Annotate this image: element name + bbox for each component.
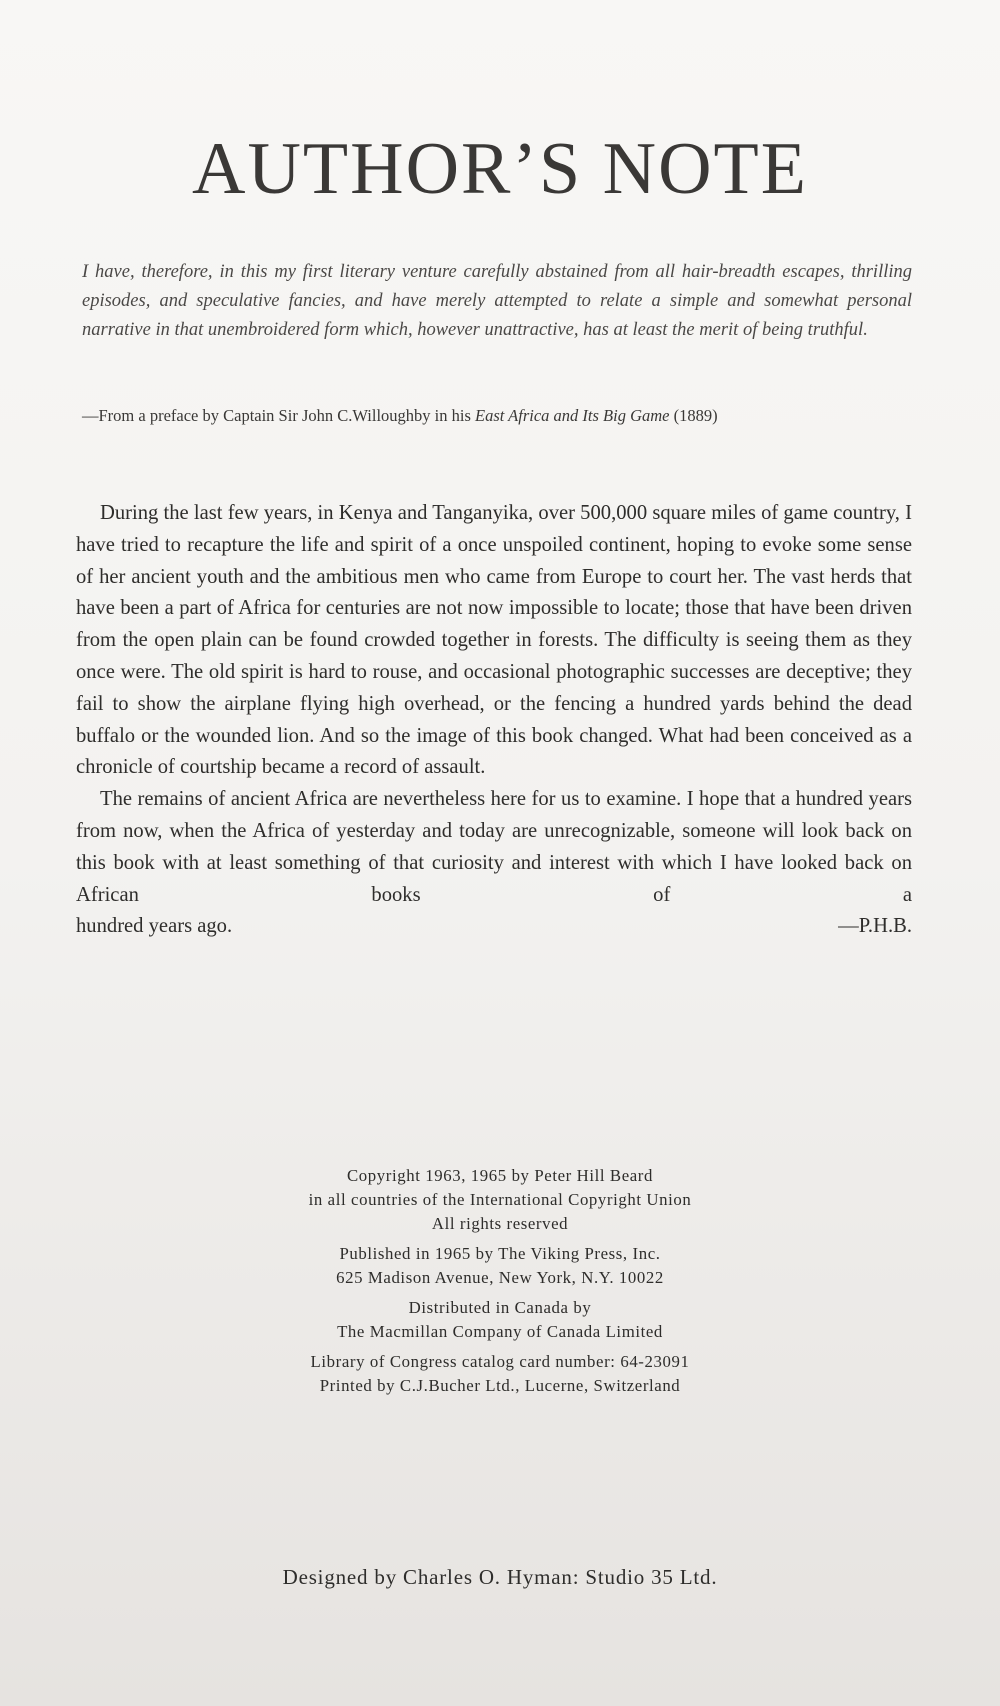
epigraph-quote: I have, therefore, in this my first literary venture carefully abstained from all hair-breadth escapes, thrilling episodes, and speculative fancies, and have merely attempted to relate a simple and somewhat personal narrative in that unembroidered form which, however unattractive, has at least the merit of being truthful. xyxy=(82,262,912,340)
body-paragraph-2: The remains of ancient Africa are nevertheless here for us to examine. I hope that a hundred years from now, when the Africa of yesterday and today are unrecognizable, someone will look back on this book with at least something of that curiosity and interest with which I have looked back on African books of a xyxy=(76,788,912,906)
copyright-block xyxy=(0,1164,1000,1236)
page-title: AUTHOR’S NOTE xyxy=(192,127,808,210)
printing-line: Library of Congress catalog card number: 64-23091 xyxy=(310,1352,690,1371)
attribution-prefix: —From a preface by Captain Sir John C.Willoughby in his xyxy=(82,406,471,425)
body-paragraph-2-last-line: hundred years ago. xyxy=(76,915,233,938)
distributor-block xyxy=(0,1296,1000,1344)
epigraph-attribution xyxy=(82,406,912,426)
publisher-block xyxy=(0,1242,1000,1290)
publisher-line: Published in 1965 by The Viking Press, Inc. xyxy=(339,1244,661,1263)
printing-block xyxy=(0,1350,1000,1398)
attribution-book-title: East Africa and Its Big Game xyxy=(475,406,670,425)
colophon xyxy=(0,1164,1000,1404)
designer-credit: Designed by Charles O. Hyman: Studio 35 Ltd. xyxy=(282,1565,718,1589)
printing-line: Printed by C.J.Bucher Ltd., Lucerne, Switzerland xyxy=(319,1376,681,1395)
distributor-line: The Macmillan Company of Canada Limited xyxy=(337,1322,663,1341)
copyright-line: Copyright 1963, 1965 by Peter Hill Beard xyxy=(347,1166,653,1185)
author-signature: —P.H.B. xyxy=(838,915,912,938)
copyright-line: in all countries of the International Copyright Union xyxy=(308,1190,692,1209)
body-text xyxy=(76,498,912,943)
distributor-line: Distributed in Canada by xyxy=(408,1298,592,1317)
copyright-line: All rights reserved xyxy=(431,1214,569,1233)
attribution-year: (1889) xyxy=(673,406,718,425)
body-paragraph-1: During the last few years, in Kenya and Tanganyika, over 500,000 square miles of game country, I have tried to recapture the life and spirit of a once unspoiled continent, hoping to evoke some sense of her ancient youth and the ambitious men who came from Europe to court her. The vast herds that have been a part of Africa for centuries are not now impossible to locate; those that have been driven from the open plain can be found crowded together in forests. The difficulty is seeing them as they once were. The old spirit is hard to rouse, and occasional photographic successes are deceptive; they fail to show the airplane flying high overhead, or the fencing a hundred yards behind the dead buffalo or the wounded lion. And so the image of this book changed. What had been conceived as a chronicle of courtship became a record of assault. xyxy=(76,502,912,779)
publisher-line: 625 Madison Avenue, New York, N.Y. 10022 xyxy=(336,1268,664,1287)
body-paragraph-2-end xyxy=(76,911,912,943)
